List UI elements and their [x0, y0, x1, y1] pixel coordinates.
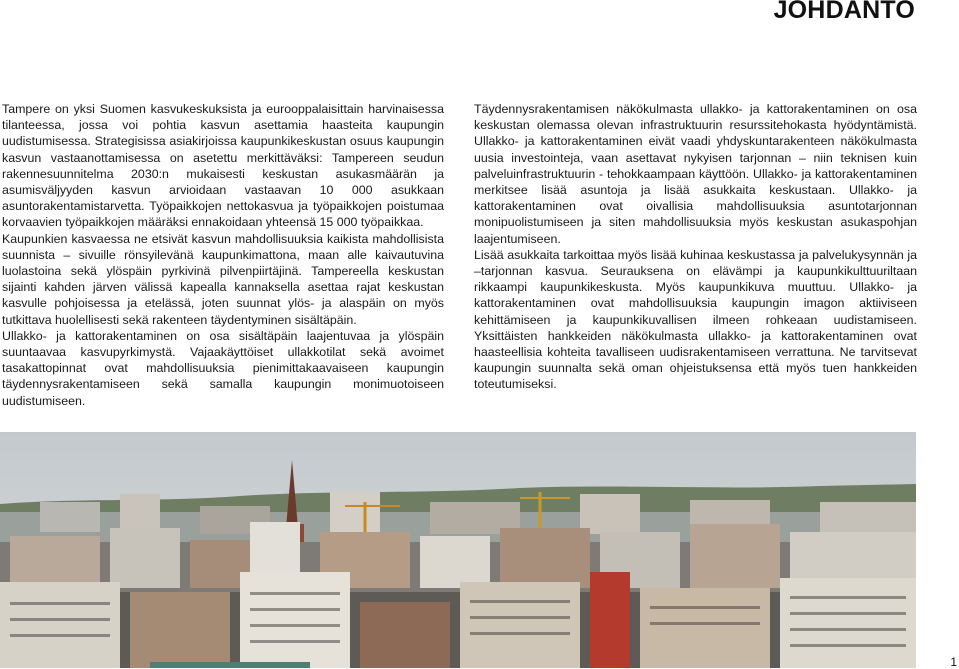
body-paragraph: Ullakko- ja kattorakentaminen on osa sisältäpäin laajentuvaa ja ylöspäin suuntaavaa kasvupyrkimystä. Vajaakäyttöiset ullakkotilat sekä avoimet tasakattopinnat ovat mahdollisuuksia pienimittakaavaiseen kaupungin täydennysrakentamiseen sekä samalla kaupungin monimuotoiseen uudistumiseen. — [2, 328, 444, 408]
page-title: JOHDANTO — [773, 0, 915, 24]
body-paragraph: Tampere on yksi Suomen kasvukeskuksista ja eurooppalaisittain harvinaisessa tilanteessa, jossa voi pohtia kasvun asettamia haasteita kaupungin uudistumisessa. Strategisissa asiakirjoissa kaupunkikeskustan osuus kaupungin kasvun vastaanottamisessa on asetettu merkittäväksi: Tampereen seudun rakennesuunnitelma 2030:n mukaisesti keskustan asukasmäärän ja asumisväljyyden kasvun arvioidaan vastaavan 10 000 asukkaan asuntorakentamistarvetta. Työpaikkojen nettokasvua ja työpaikkojen poistumaa korvaavien työpaikkojen määräksi ennakoidaan yhteensä 15 000 työpaikkaa. — [2, 102, 444, 230]
body-paragraph: Kaupunkien kasvaessa ne etsivät kasvun mahdollisuuksia kaikista mahdollisista suunnista – sivuille rönsyilevänä kaupunkimattona, maan alle kaivautuvina luolastoina sekä ylöspäin pyrkivinä pilvenpiirtäjinä. Tampereella keskustan sijainti kahden järven välissä kapealla kannaksella asettaa rajat keskustan kasvulle pohjoisessa ja etelässä, joten suunnat ylös- ja alaspäin on myös tutkittava huolellisesti sekä rakenteen täydentyminen sisältäpäin. — [2, 231, 444, 327]
left-text-column — [2, 101, 444, 409]
body-paragraph: Täydennysrakentamisen näkökulmasta ullakko- ja kattorakentaminen on osa keskustan olemassa olevan infrastruktuurin resurssitehokasta hyödyntämistä. Ullakko- ja kattorakentaminen eivät vaadi yhdyskuntarakenteen näkökulmasta uusia investointeja, vaan asettavat nykyisen tarjonnan – niin teknisen kuin palveluinfrastruktuurin - tehokkaampaan käyttöön. Ullakko- ja kattorakentaminen merkitsee lisää asuntoja ja lisää asukkaita keskustaan. Ullakko- ja kattorakentaminen ovat oivallisia mahdollisuuksia asuntotarjonnan monipuolistumiseen ja siten mahdollisuuksia myös keskustan asukaspohjan laajentumiseen. — [474, 102, 917, 246]
right-text-column — [474, 101, 917, 393]
foreground-building — [0, 582, 120, 668]
city-skyline-photo — [0, 432, 916, 668]
city-skyline-illustration — [0, 432, 916, 668]
page-number: 1 — [950, 655, 957, 669]
body-paragraph: Lisää asukkaita tarkoittaa myös lisää kuhinaa keskustassa ja palvelukysynnän ja –tarjonnan kasvua. Seurauksena on elävämpi ja kaupunkikulttuuriltaan rikkaampi kaupunkikeskusta. Myös kaupunkikuva muuttuu. Ullakko- ja kattorakentaminen ovat mahdollisuuksia kaupungin imagon aktiiviseen kehittämiseen ja kaupunkikuvallisen ilmeen rohkeaan uudistamiseen. Yksittäisten hankkeiden näkökulmasta ullakko- ja kattorakentaminen ovat haasteellisia kohteita tavalliseen uudisrakentamiseen verrattuna. Ne tarvitsevat kaupungin suunnalta sekä oman ohjeistuksensa että myös tuen hankkeiden toteutumiseksi. — [474, 247, 917, 392]
